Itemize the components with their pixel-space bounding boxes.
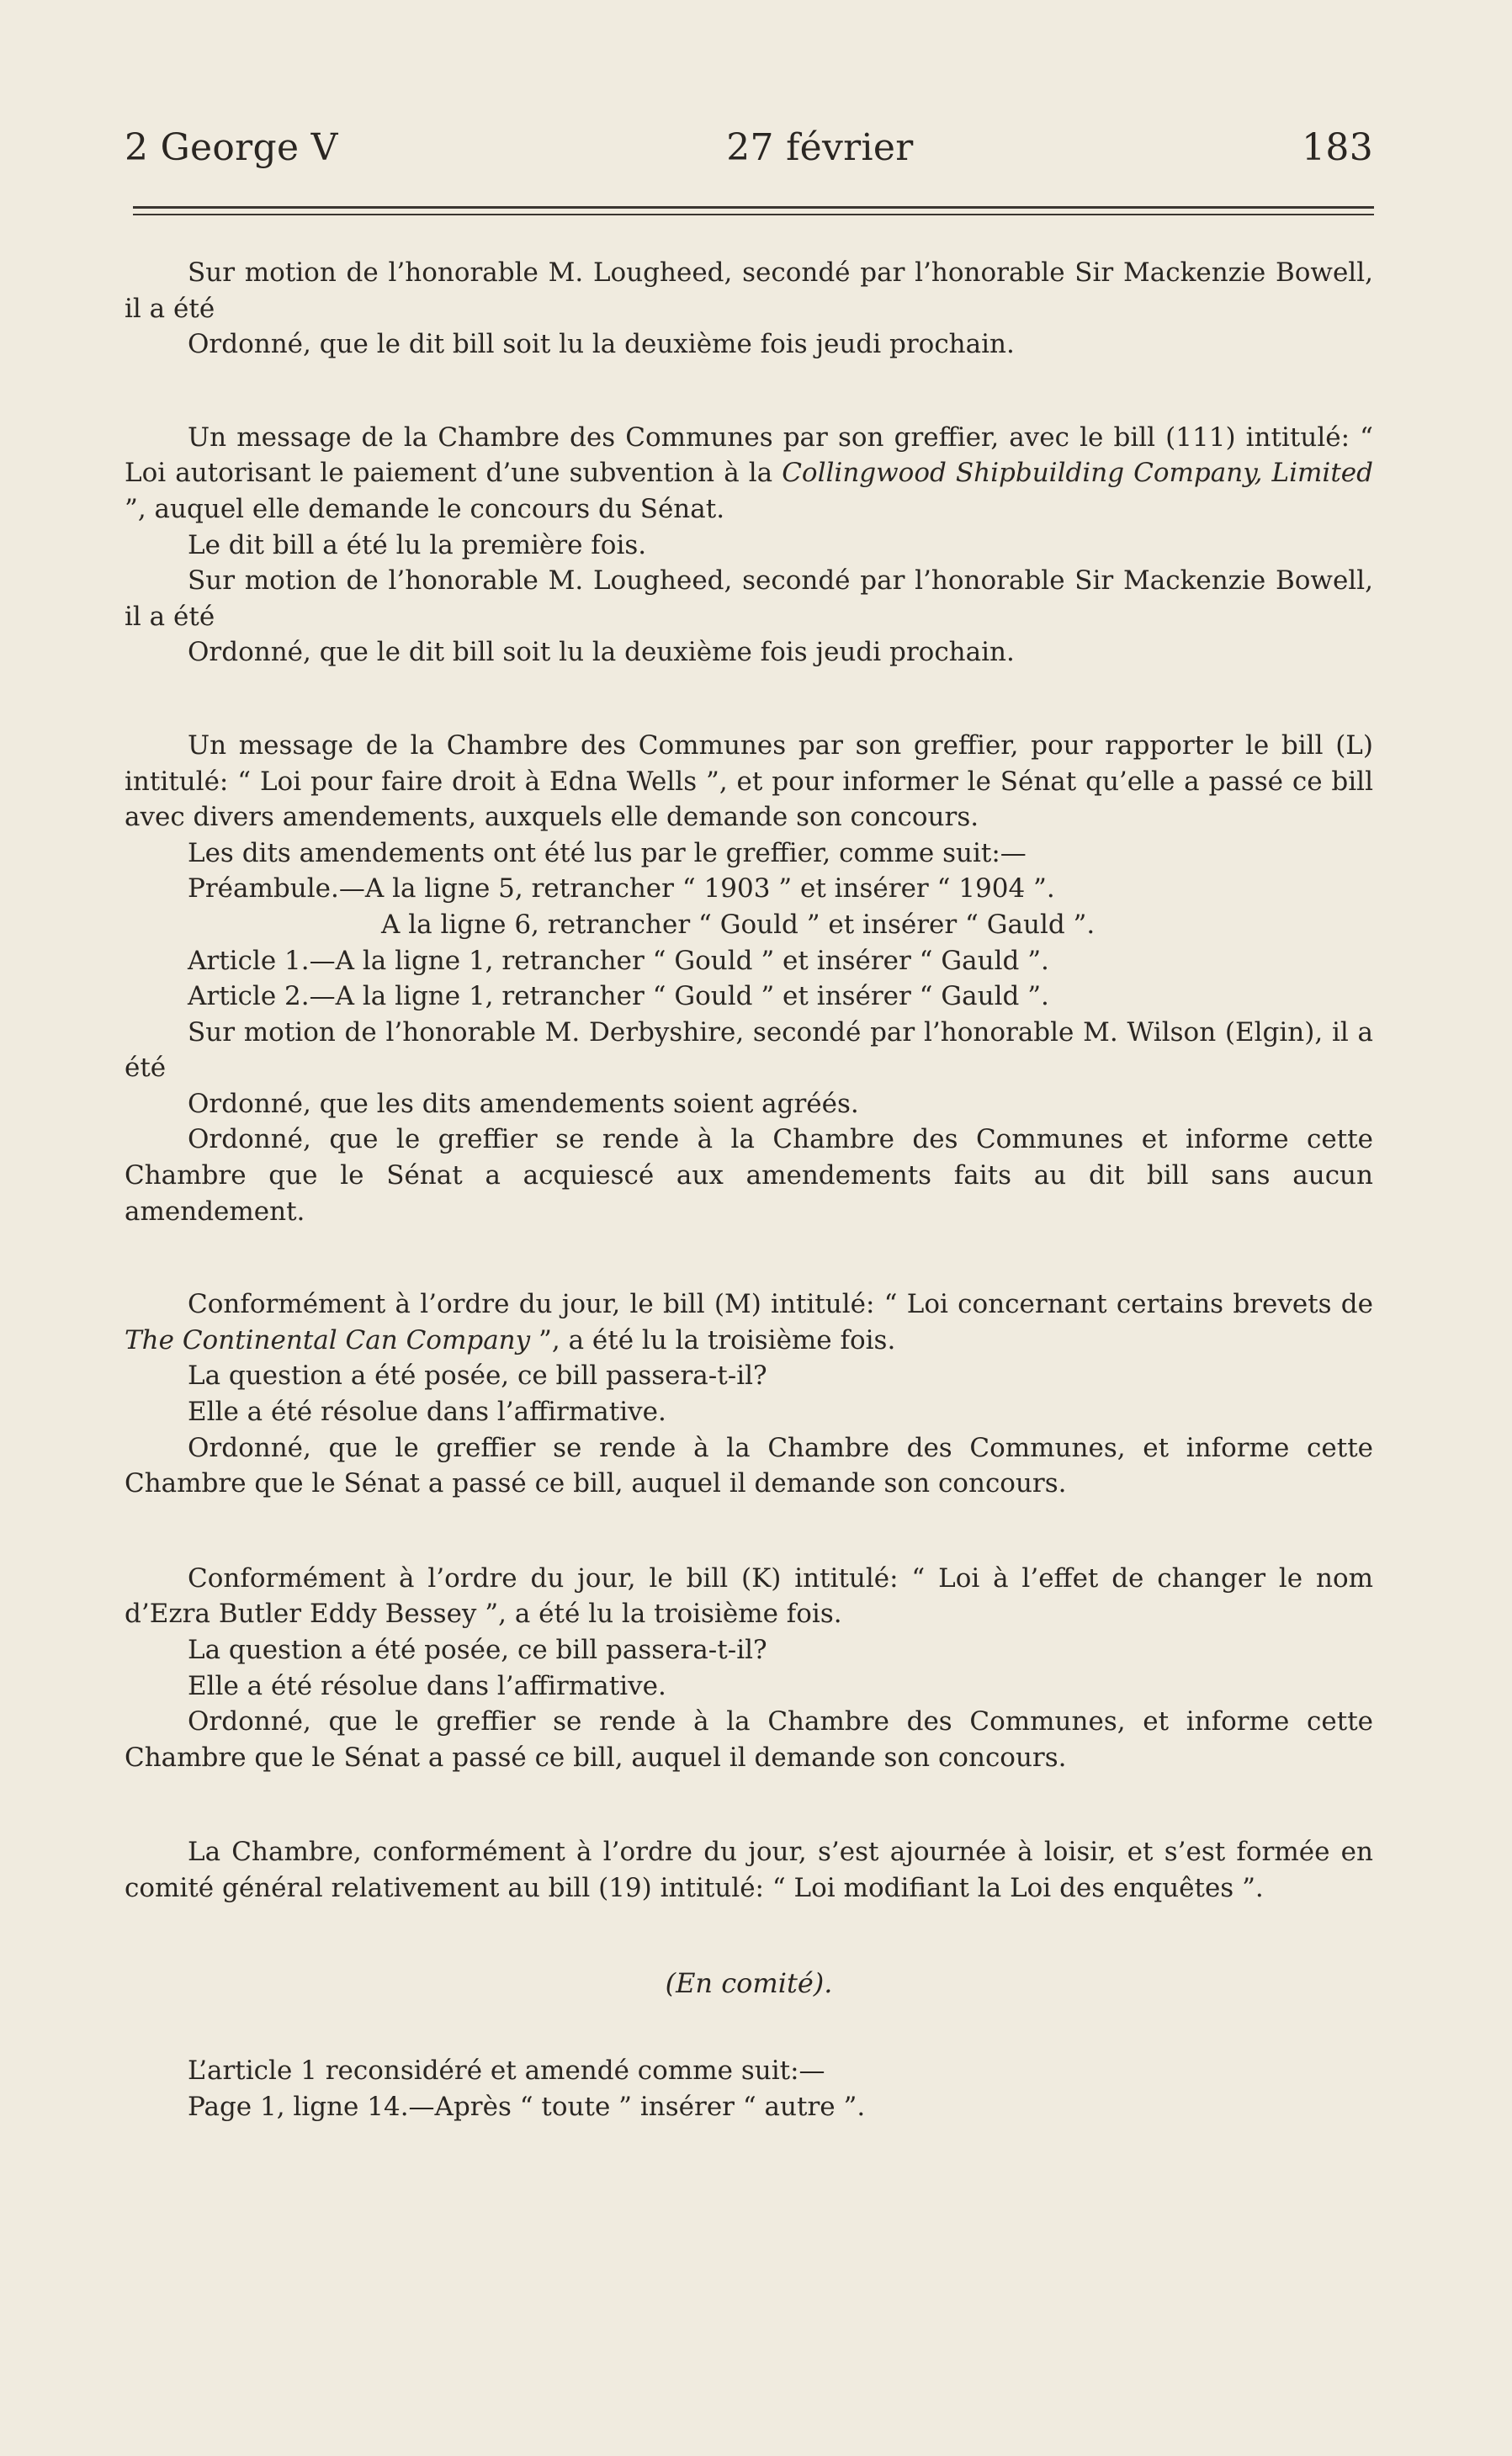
paragraph: Un message de la Chambre des Communes par son greffier, pour rapporter le bill (L) intitulé: “ Loi pour faire droit à Edna Wells ”, et pour informer le Sénat qu’elle a passé ce bill avec divers amendements, auxquels elle demande son concours. <box>125 729 1373 833</box>
paragraph <box>125 420 1373 528</box>
paragraph: Ordonné, que le dit bill soit lu la deuxième fois jeudi prochain. <box>188 329 1015 360</box>
company-name: Collingwood Shipbuilding Company, Limited <box>782 458 1373 489</box>
amendment-line: Préambule.—A la ligne 5, retrancher “ 1903 ” et insérer “ 1904 ”. <box>188 873 1055 904</box>
header-rule-bottom <box>133 214 1374 215</box>
paragraph: Le dit bill a été lu la première fois. <box>188 529 647 560</box>
paragraph-text: ”, a été lu la troisième fois. <box>530 1324 896 1355</box>
header-date: 27 février <box>726 126 914 169</box>
paragraph: Sur motion de l’honorable M. Lougheed, secondé par l’honorable Sir Mackenzie Bowell, il a été <box>125 257 1373 324</box>
paragraph: Sur motion de l’honorable M. Lougheed, secondé par l’honorable Sir Mackenzie Bowell, il a été <box>125 565 1373 632</box>
section-heading: (En comité). <box>665 1966 833 1999</box>
amendment-line: A la ligne 6, retrancher “ Gould ” et insérer “ Gauld ”. <box>381 909 1096 940</box>
paragraph: Les dits amendements ont été lus par le greffier, comme suit:— <box>188 837 1027 868</box>
paragraph: L’article 1 reconsidéré et amendé comme suit:— <box>188 2056 825 2087</box>
paragraph: Ordonné, que le greffier se rende à la Chambre des Communes, et informe cette Chambre que le Sénat a passé ce bill, auquel il demande son concours. <box>125 1432 1373 1499</box>
paragraph: Ordonné, que le dit bill soit lu la deuxième fois jeudi prochain. <box>188 637 1015 668</box>
paragraph: La question a été posée, ce bill passera-t-il? <box>188 1361 767 1392</box>
amendment-line: Article 1.—A la ligne 1, retrancher “ Gould ” et insérer “ Gauld ”. <box>188 945 1049 976</box>
paragraph: Elle a été résolue dans l’affirmative. <box>188 1397 666 1428</box>
paragraph: Conformément à l’ordre du jour, le bill (K) intitulé: “ Loi à l’effet de changer le nom d’Ezra Butler Eddy Bessey ”, a été lu la troisième fois. <box>125 1562 1373 1630</box>
paragraph: Elle a été résolue dans l’affirmative. <box>188 1670 666 1701</box>
session-label: 2 George V <box>125 126 338 169</box>
paragraph-text: Un message de la Chambre des Communes par son greffier, avec le bill (111) intitulé: “ Loi autorisant le paiement d’une subvention à la <box>125 422 1373 489</box>
paragraph: Ordonné, que les dits amendements soient agréés. <box>188 1088 859 1119</box>
paragraph: La question a été posée, ce bill passera-t-il? <box>188 1635 767 1665</box>
page-number: 183 <box>1302 126 1373 169</box>
amendment-line: Article 2.—A la ligne 1, retrancher “ Gould ” et insérer “ Gauld ”. <box>188 981 1049 1012</box>
paragraph-text: ”, auquel elle demande le concours du Sénat. <box>125 493 725 524</box>
page-body <box>125 255 1373 2124</box>
paragraph-text: Conformément à l’ordre du jour, le bill (M) intitulé: “ Loi concernant certains brevets de <box>188 1289 1373 1320</box>
company-name: The Continental Can Company <box>125 1324 531 1355</box>
paragraph <box>125 1286 1373 1358</box>
paragraph: Sur motion de l’honorable M. Derbyshire, secondé par l’honorable M. Wilson (Elgin), il a été <box>125 1016 1373 1084</box>
paragraph: Page 1, ligne 14.—Après “ toute ” insérer “ autre ”. <box>188 2091 866 2122</box>
paragraph: Ordonné, que le greffier se rende à la Chambre des Communes et informe cette Chambre que le Sénat a acquiescé aux amendements faits au dit bill sans aucun amendement. <box>125 1124 1373 1227</box>
paragraph: La Chambre, conformément à l’ordre du jour, s’est ajournée à loisir, et s’est formée en comité général relativement au bill (19) intitulé: “ Loi modifiant la Loi des enquêtes ”. <box>125 1837 1373 1903</box>
header-rule-top <box>133 206 1374 209</box>
paragraph: Ordonné, que le greffier se rende à la Chambre des Communes, et informe cette Chambre que le Sénat a passé ce bill, auquel il demande son concours. <box>125 1706 1373 1773</box>
page-header <box>125 126 1373 169</box>
